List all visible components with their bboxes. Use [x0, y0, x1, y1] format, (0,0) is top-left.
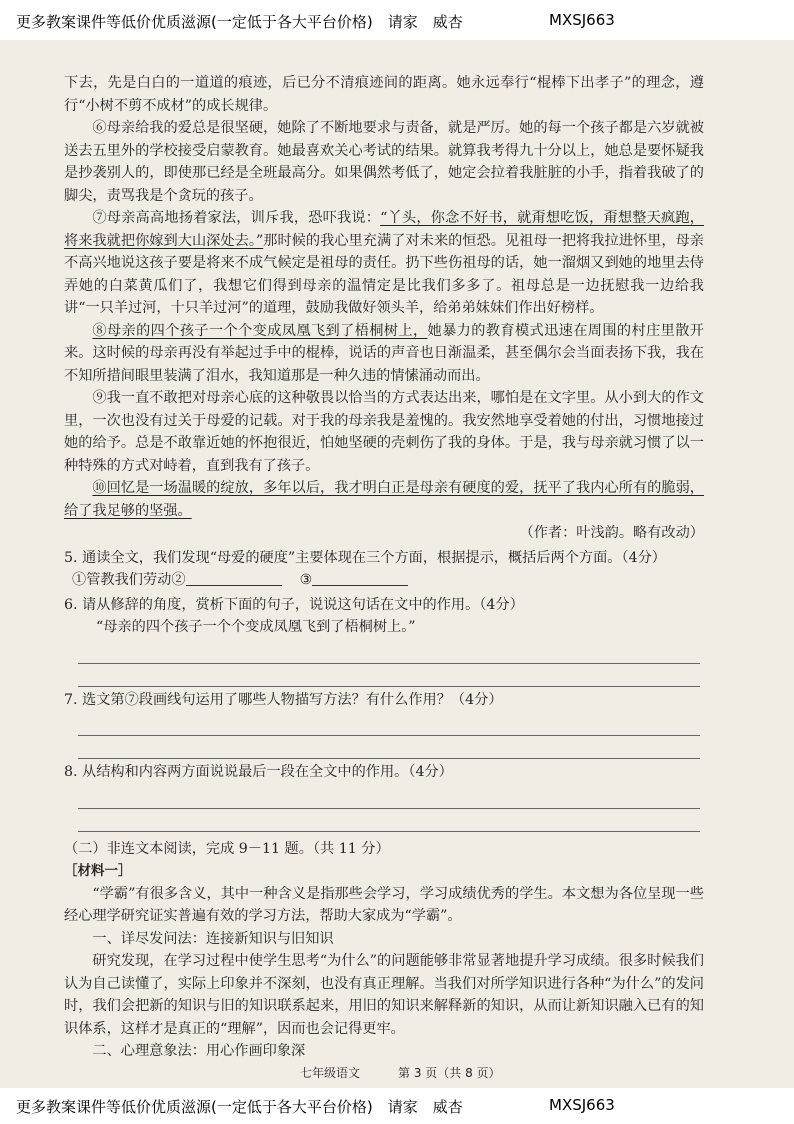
answer-line[interactable]	[78, 809, 700, 832]
answer-line[interactable]	[78, 736, 700, 759]
paragraph-9: ⑨我一直不敢把对母亲心底的这种敬畏以恰当的方式表达出来，哪怕是在文字里。从小到大的作文里，一次也没有过关于母爱的记载。对于我的母亲我是羞愧的。我安然地享受着她的付出，习惯地接过她的给予。总是不敢靠近她的怀抱很近，怕她坚硬的壳刺伤了我的身体。于是，我与母亲就习惯了以一种特殊的方式对峙着，直到我有了孩子。	[64, 390, 704, 474]
paragraph-7-rest: 那时候的我心里充满了对未来的恒恐。见祖母一把将我拉进怀里，母亲不高兴地说这孩子要是将来不成气候定是祖母的责任。扔下些伤祖母的话，她一溜烟又到她的地里去侍弄她的白菜黄瓜们了，我想它们得到母亲的温情定是比我们多多了。祖母总是一边抚慰我一边给我讲“一只羊过河，十只羊过河”的道理，鼓励我做好领头羊，给弟弟妹妹们作出好榜样。	[64, 232, 704, 316]
material-heading-2: 二、心理意象法：用心作画印象深	[92, 1043, 306, 1059]
paragraph-7-lead: ⑦母亲高高地扬着家法，训斥我，恐吓我说：	[92, 210, 381, 226]
q5-item-3: ③	[299, 572, 313, 588]
answer-line[interactable]	[78, 713, 700, 736]
banner-code: MXSJ663	[549, 11, 615, 29]
question-6: 6. 请从修辞的角度，赏析下面的句子，说说这句话在文中的作用。（4分）	[64, 596, 524, 613]
answer-line[interactable]	[78, 786, 700, 809]
paragraph-8	[64, 320, 704, 388]
section-2-heading: （二）非连文本阅读，完成 9－11 题。（共 11 分）	[64, 840, 390, 857]
paragraph-continued: 下去，先是白白的一道道的痕迹，后已分不清痕迹间的距离。她永远奉行“棍棒下出孝子”的理念，遵行“小树不剪不成材”的成长规律。	[64, 75, 704, 114]
paragraph-10: ⑩回忆是一场温暖的绽放，多年以后，我才明白正是母亲有硬度的爱，抚平了我内心所有的脆弱，给了我足够的坚强。	[64, 480, 704, 519]
top-banner	[0, 0, 794, 40]
answer-line[interactable]	[78, 664, 700, 687]
banner-code: MXSJ663	[549, 1096, 615, 1114]
paragraph-8-rest: 她暴力的教育模式迅速在周围的村庄里散开来。这时候的母亲再没有举起过手中的棍棒，说话的声音也日渐温柔，甚至偶尔会当面表扬下我，我在不知所措间眼里装满了泪水，我知道那是一种久违的情愫涌动而出。	[64, 322, 704, 384]
question-8: 8. 从结构和内容两方面说说最后一段在全文中的作用。（4分）	[64, 764, 453, 780]
article-source: （作者：叶浅韵。略有改动）	[519, 525, 704, 541]
paragraph-6: ⑥母亲给我的爱总是很坚硬，她除了不断地要求与责备，就是严厉。她的每一个孩子都是六岁就被送去五里外的学校接受启蒙教育。她最喜欢关心考试的结果。就算我考得九十分以上，她总是要怀疑我是抄袭别人的，即使那已经是全班最高分。如果偶然考低了，她定会拉着我脏脏的小手，指着我破了的脚尖，责骂我是个贪玩的孩子。	[64, 120, 704, 204]
question-6-quote: “母亲的四个孩子一个个变成凤凰飞到了梧桐树上。”	[96, 619, 416, 635]
answer-line[interactable]	[78, 641, 700, 664]
q5-item-1: ①管教我们劳动②	[72, 572, 186, 588]
material-paragraph-1: “学霸”有很多含义，其中一种含义是指那些会学习，学习成绩优秀的学生。本文想为各位呈现一些经心理学研究证实普遍有效的学习方法，帮助大家成为“学霸”。	[64, 885, 704, 924]
footer-page-number: 第 3 页（共 8 页）	[398, 1066, 501, 1080]
q5-blank-2[interactable]	[186, 571, 282, 586]
question-5: 5. 通读全文，我们发现“母爱的硬度”主要体现在三个方面，根据提示，概括后两个方面。（4分）	[64, 549, 666, 566]
paragraph-7	[64, 207, 704, 320]
q5-blank-3[interactable]	[312, 571, 408, 586]
question-5-items	[64, 569, 704, 592]
banner-text: 更多教案课件等低价优质滋源(一定低于各大平台价格) 请家 威杏	[16, 13, 463, 31]
footer-subject: 七年级语文	[300, 1066, 361, 1080]
material-heading-1: 一、详尽发问法：连接新知识与旧知识	[92, 930, 334, 947]
paragraph-8-underlined: ⑧母亲的四个孩子一个个变成凤凰飞到了梧桐树上，	[92, 322, 428, 339]
exam-page	[64, 72, 704, 1063]
material-paragraph-2: 研究发现，在学习过程中使学生思考“为什么”的问题能够非常显著地提升学习成绩。很多时候我们认为自己读懂了，实际上印象并不深刻，也没有真正理解。当我们对所学知识进行各种“为什么”的发问时，我们会把新的知识与旧的知识联系起来，用旧的知识来解释新的知识，从而让新知识融入已有的知识体系，这样才是真正的“理解”，因而也会记得更牢。	[64, 953, 704, 1037]
paragraph-7-underlined: “丫头，你念不好书，就甭想吃饭，甭想整天疯跑，将来我就把你嫁到大山深处去。”	[64, 210, 704, 249]
question-7: 7. 选文第⑦段画线句运用了哪些人物描写方法？有什么作用？（4分）	[64, 691, 503, 708]
material-1-label: ［材料一］	[64, 863, 132, 879]
bottom-banner	[0, 1088, 794, 1124]
banner-text: 更多教案课件等低价优质滋源(一定低于各大平台价格) 请家 威杏	[16, 1098, 463, 1116]
